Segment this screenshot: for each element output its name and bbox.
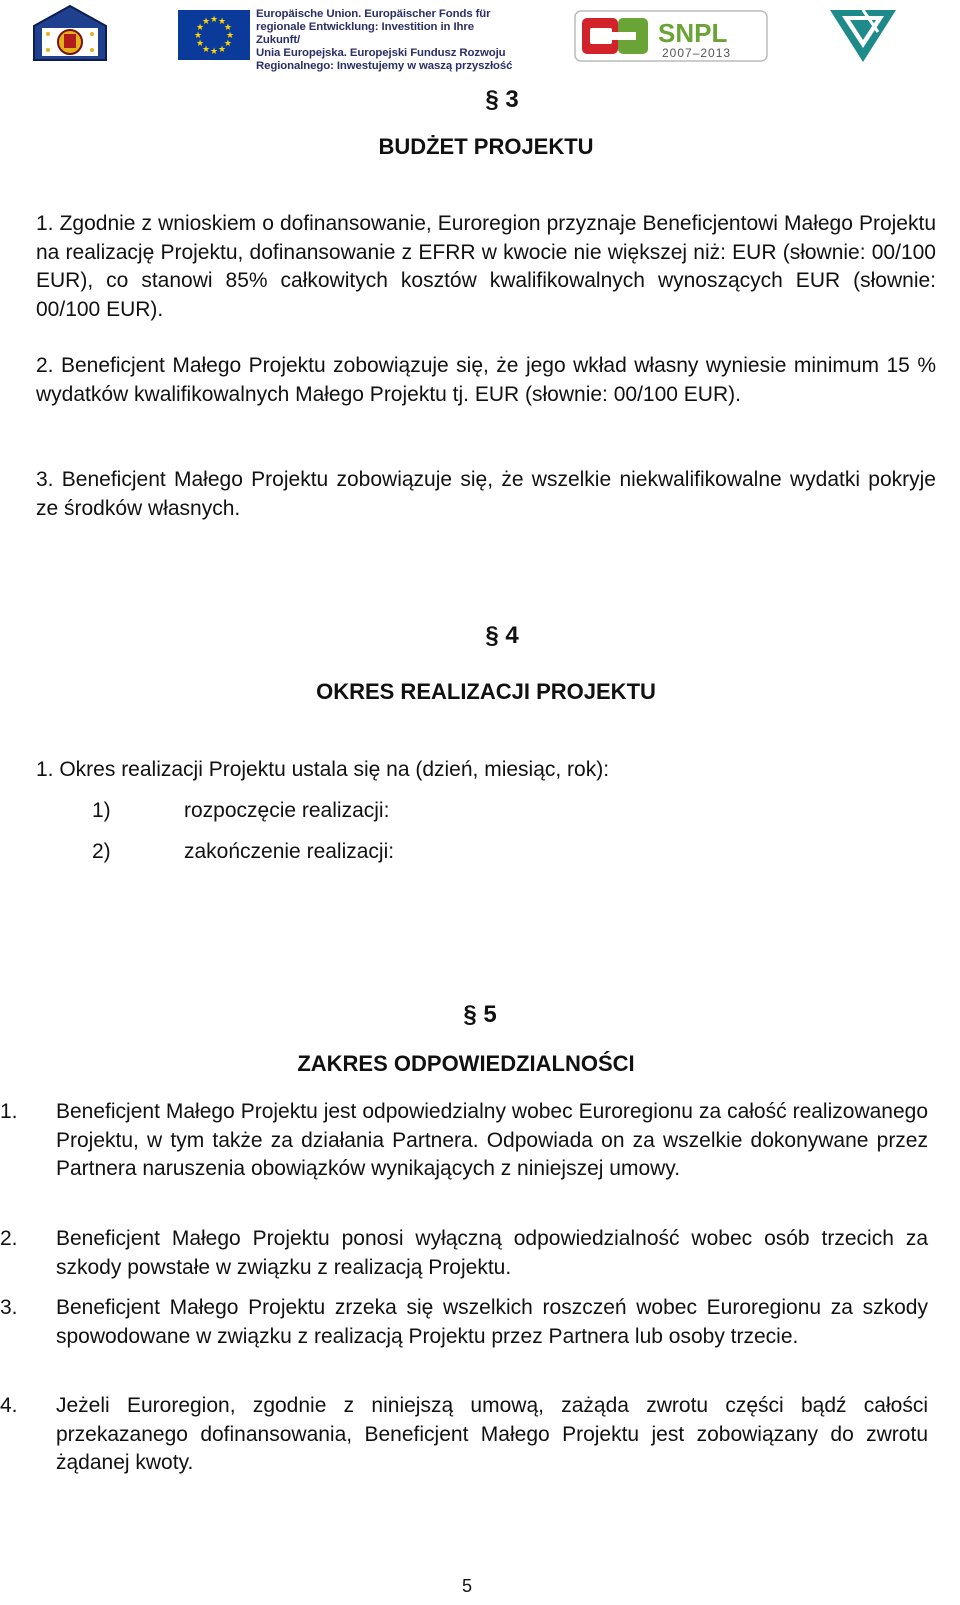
snpl-logo — [574, 10, 768, 62]
list-item — [0, 1225, 960, 1285]
list-item-number: 2) — [92, 840, 111, 863]
snpl-name: SNPL — [658, 18, 728, 48]
eu-caption-line: Unia Europejska. Europejski Fundusz Rozwoju — [256, 47, 506, 59]
eu-star-icon: ★ — [196, 22, 205, 32]
page-number: 5 — [461, 1576, 472, 1596]
list-item-text: Beneficjent Małego Projektu jest odpowiedzialny wobec Euroregionu za całość realizowanego Projektu, w tym także za działania Partnera. Odpowiada on za wszelkie dokonywane przez Partnera naruszenia obowiązków wynikających z niniejszej umowy. — [56, 1100, 928, 1181]
list-item-number: 3. — [0, 1296, 18, 1319]
eu-star-icon: ★ — [209, 14, 219, 24]
euroregion-house-logo — [32, 4, 108, 62]
list-item-number: 4. — [0, 1394, 18, 1417]
eu-star-icon: ★ — [217, 43, 227, 54]
section-title: BUDŻET PROJEKTU — [378, 134, 594, 159]
list-item-number: 2. — [0, 1227, 18, 1250]
section-title: ZAKRES ODPOWIEDZIALNOŚCI — [297, 1051, 635, 1076]
paragraph: 3. Beneficjent Małego Projektu zobowiązuje się, że wszelkie niekwalifikowalne wydatki pokryje ze środków własnych. — [36, 468, 936, 520]
eu-caption-line: Regionalnego: Inwestujemy w waszą przyszłość — [256, 60, 513, 72]
list-item — [0, 1098, 960, 1218]
list-item-number: 1. — [0, 1100, 18, 1123]
teal-triangle-logo — [828, 6, 898, 64]
eu-star-icon: ★ — [193, 30, 203, 40]
list-item-text: Jeżeli Euroregion, zgodnie z niniejszą umową, zażąda zwrotu części bądź całości przekazanego dofinansowania, Beneficjent Małego Projektu jest zobowiązany do zwrotu żądanej kwoty. — [56, 1394, 928, 1475]
snpl-years: 2007–2013 — [662, 46, 732, 60]
eu-star-icon: ★ — [217, 16, 227, 27]
eu-caption-line: Europäische Union. Europäischer Fonds für — [256, 8, 491, 20]
list-item — [0, 1392, 960, 1482]
list-item-text: rozpoczęcie realizacji: — [184, 799, 390, 822]
list-item-number: 1) — [92, 799, 111, 822]
section-number: § 5 — [463, 1001, 497, 1028]
eu-flag-icon — [178, 10, 250, 60]
list-item-text: zakończenie realizacji: — [184, 840, 395, 863]
eu-caption-line: regionale Entwicklung: Investition in Ihre Zukunft/ — [256, 21, 474, 46]
list-item-text: Beneficjent Małego Projektu zrzeka się wszelkich roszczeń wobec Euroregionu za szkody spowodowane w związku z realizacją Projektu przez Partnera lub osoby trzecie. — [56, 1296, 928, 1348]
eu-star-icon: ★ — [223, 38, 232, 48]
list-item — [0, 1294, 960, 1384]
eu-star-icon: ★ — [196, 38, 205, 48]
list-item-text: Beneficjent Małego Projektu ponosi wyłączną odpowiedzialność wobec osób trzecich za szkody powstałe w związku z realizacją Projektu. — [56, 1227, 928, 1279]
eu-star-icon: ★ — [225, 30, 235, 40]
eu-star-icon: ★ — [223, 22, 232, 32]
paragraph: 1. Zgodnie z wnioskiem o dofinansowanie, Euroregion przyznaje Beneficjentowi Małego Projektu na realizację Projektu, dofinansowanie z EFRR w kwocie nie większej niż: EUR (słownie: 00/100 EUR), co stanowi 85% całkowitych kosztów kwalifikowalnych wynoszących EUR (słownie: 00/100 EUR). — [36, 212, 936, 321]
eu-star-icon: ★ — [201, 16, 211, 27]
eu-star-icon: ★ — [209, 46, 219, 56]
section-number: § 4 — [485, 622, 519, 649]
eu-fund-caption — [256, 8, 518, 73]
eu-star-icon: ★ — [201, 43, 211, 54]
section-title: OKRES REALIZACJI PROJEKTU — [316, 679, 656, 704]
section-number: § 3 — [485, 86, 519, 113]
paragraph: 1. Okres realizacji Projektu ustala się na (dzień, miesiąc, rok): — [36, 758, 610, 781]
paragraph: 2. Beneficjent Małego Projektu zobowiązuje się, że jego wkład własny wyniesie minimum 15 % wydatków kwalifikowalnych Małego Projektu tj. EUR (słownie: 00/100 EUR). — [36, 354, 936, 406]
